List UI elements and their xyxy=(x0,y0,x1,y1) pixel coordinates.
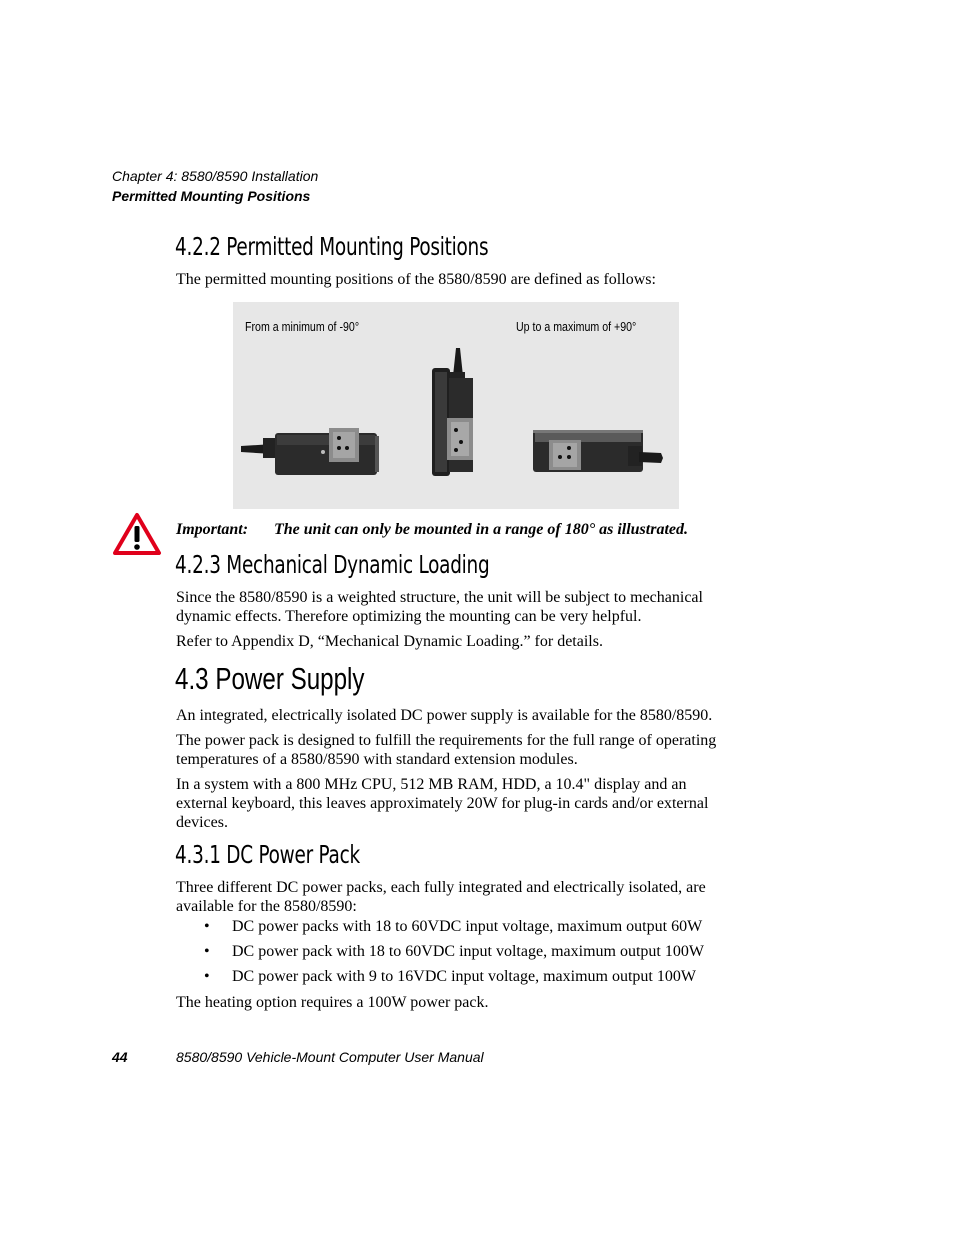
mechanical-paragraph-1: Since the 8580/8590 is a weighted structure, the unit will be subject to mechanical dynamic effects. Therefore optimizing the mounting can be very helpful. xyxy=(176,589,703,625)
intro-paragraph: The permitted mounting positions of the 8580/8590 are defined as follows: xyxy=(176,271,656,288)
heading-mechanical-dynamic-loading: 4.2.3 Mechanical Dynamic Loading xyxy=(175,550,490,579)
device-orientations-illustration xyxy=(233,302,679,509)
caption-minimum: From a minimum of -90° xyxy=(245,320,360,334)
running-header-chapter: Chapter 4: 8580/8590 Installation xyxy=(112,168,319,184)
caption-maximum: Up to a maximum of +90° xyxy=(516,320,637,334)
power-supply-paragraph-1: An integrated, electrically isolated DC power supply is available for the 8580/8590. xyxy=(176,707,713,724)
important-label: Important: xyxy=(176,521,249,538)
dc-power-pack-paragraph: Three different DC power packs, each fully integrated and electrically isolated, are available for the 8580/8590: xyxy=(176,879,706,915)
device-maximum-position xyxy=(533,430,663,472)
list-item: DC power pack with 18 to 60VDC input voltage, maximum output 100W xyxy=(232,943,704,960)
mounting-positions-figure xyxy=(233,302,679,509)
page-number: 44 xyxy=(112,1049,128,1065)
power-supply-paragraph-2: The power pack is designed to fulfill the requirements for the full range of operating temperatures of a 8580/8590 with standard extension modules. xyxy=(176,732,717,768)
heating-option-paragraph: The heating option requires a 100W power pack. xyxy=(176,994,489,1011)
bullet-marker: • xyxy=(204,943,210,960)
power-supply-paragraph-3: In a system with a 800 MHz CPU, 512 MB RAM, HDD, a 10.4" display and an external keyboard, this leaves approximately 20W for plug-in cards and/or external devices. xyxy=(176,776,709,831)
important-text: The unit can only be mounted in a range of 180° as illustrated. xyxy=(274,521,688,538)
bullet-marker: • xyxy=(204,968,210,985)
device-upright-position xyxy=(432,348,473,476)
footer-title: 8580/8590 Vehicle-Mount Computer User Manual xyxy=(176,1049,484,1065)
device-minimum-position xyxy=(241,428,379,475)
heading-power-supply: 4.3 Power Supply xyxy=(175,661,365,696)
mechanical-paragraph-2: Refer to Appendix D, “Mechanical Dynamic Loading.” for details. xyxy=(176,633,603,650)
list-item: DC power packs with 18 to 60VDC input voltage, maximum output 60W xyxy=(232,918,703,935)
heading-permitted-mounting-positions: 4.2.2 Permitted Mounting Positions xyxy=(175,232,489,261)
running-header-section: Permitted Mounting Positions xyxy=(112,188,311,204)
warning-triangle-icon xyxy=(112,512,162,556)
heading-dc-power-pack: 4.3.1 DC Power Pack xyxy=(175,840,360,869)
bullet-marker: • xyxy=(204,918,210,935)
list-item: DC power pack with 9 to 16VDC input voltage, maximum output 100W xyxy=(232,968,696,985)
